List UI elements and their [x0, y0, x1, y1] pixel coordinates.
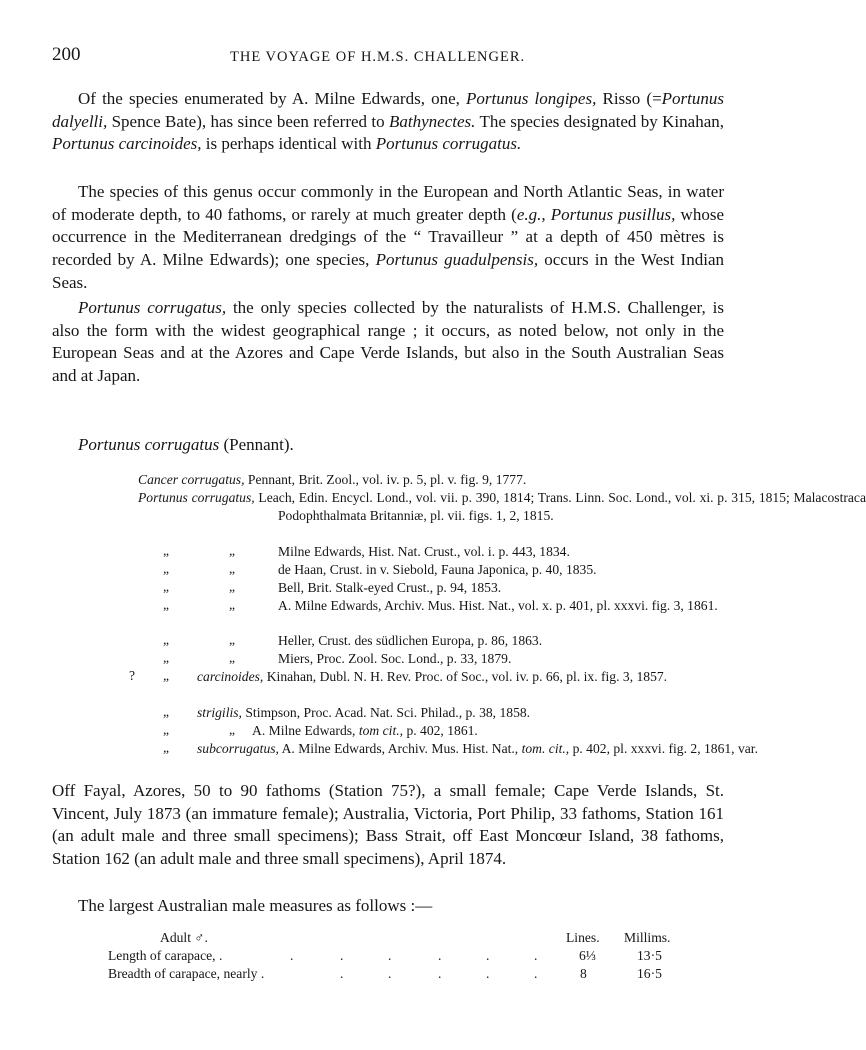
leader-dot: .	[534, 948, 538, 963]
query-mark: ?	[129, 668, 136, 683]
ditto-mark: „	[229, 650, 236, 665]
ditto-mark: „	[229, 597, 236, 612]
ditto-mark: „	[163, 579, 170, 594]
synonym-entry: Bell, Brit. Stalk-eyed Crust., p. 94, 1853.	[278, 580, 502, 595]
synonym-entry: Miers, Proc. Zool. Soc. Lond., p. 33, 1879.	[278, 651, 512, 666]
leader-dot: .	[486, 966, 490, 981]
ditto-mark: „	[163, 704, 170, 719]
measurements-intro: The largest Australian male measures as follows :—	[78, 896, 433, 915]
measurement-lines-value: 6⅓	[579, 948, 596, 963]
measurement-millims-value: 13·5	[637, 948, 662, 963]
leader-dot: .	[486, 948, 490, 963]
species-heading: Portunus corrugatus (Pennant).	[78, 435, 294, 454]
synonym-entry: A. Milne Edwards, Archiv. Mus. Hist. Nat., vol. x. p. 401, pl. xxxvi. fig. 3, 1861.	[278, 598, 718, 613]
ditto-mark: „	[163, 543, 170, 558]
ditto-mark: „	[229, 561, 236, 576]
leader-dot: .	[438, 948, 442, 963]
synonym-entry: de Haan, Crust. in v. Siebold, Fauna Japonica, p. 40, 1835.	[278, 562, 597, 577]
measurement-millims-value: 16·5	[637, 966, 662, 981]
column-header-lines: Lines.	[566, 930, 600, 945]
leader-dot: .	[388, 948, 392, 963]
measurement-row-label: Breadth of carapace, nearly .	[108, 966, 265, 981]
localities-paragraph: Off Fayal, Azores, 50 to 90 fathoms (Station 75?), a small female; Cape Verde Islands, St. Vincent, July 1873 (an immature female); Australia, Victoria, Port Philip, 33 fathoms, Station 161 (an adult male and three small specimens); Bass Strait, off East Moncœur Island, 38 fathoms, Station 162 (an adult male and three small specimens), April 1874.	[52, 781, 724, 869]
ditto-mark: „	[229, 632, 236, 647]
leader-dot: .	[340, 966, 344, 981]
synonym-entry: Heller, Crust. des südlichen Europa, p. 86, 1863.	[278, 633, 543, 648]
measurement-header-label: Adult ♂.	[160, 930, 208, 945]
leader-dot: .	[340, 948, 344, 963]
column-header-millims: Millims.	[624, 930, 671, 945]
ditto-mark: „	[163, 632, 170, 647]
ditto-mark: „	[229, 543, 236, 558]
leader-dot: .	[438, 966, 442, 981]
page-number: 200	[52, 44, 81, 65]
leader-dot: .	[290, 948, 294, 963]
ditto-mark: „	[163, 650, 170, 665]
synonym-entry: Milne Edwards, Hist. Nat. Crust., vol. i. p. 443, 1834.	[278, 544, 570, 559]
measurement-lines-value: 8	[580, 966, 587, 981]
synonym-entry: carcinoides, Kinahan, Dubl. N. H. Rev. Proc. of Soc., vol. iv. p. 66, pl. ix. fig. 3, 1857.	[197, 669, 668, 684]
synonym-entry: Cancer corrugatus, Pennant, Brit. Zool., vol. iv. p. 5, pl. v. fig. 9, 1777.	[138, 472, 527, 487]
leader-dot: .	[388, 966, 392, 981]
running-title: THE VOYAGE OF H.M.S. CHALLENGER.	[230, 49, 526, 65]
synonym-entry: Portunus corrugatus, Leach, Edin. Encycl. Lond., vol. vii. p. 390, 1814; Trans. Linn. Soc. Lond., vol. xi. p. 315, 1815; Malacostraca Podophthalmata Britanniæ, pl. vii. figs. 1, 2, 1815.	[138, 490, 866, 524]
ditto-mark: „	[229, 722, 236, 737]
ditto-mark: „	[163, 561, 170, 576]
ditto-mark: „	[163, 722, 170, 737]
leader-dot: .	[534, 966, 538, 981]
intro-paragraph-1: Of the species enumerated by A. Milne Edwards, one, Portunus longipes, Risso (=Portunus dalyelli, Spence Bate), has since been referred to Bathynectes. The species designated by Kinahan, Portunus carcinoides, is perhaps identical with Portunus corrugatus.	[52, 89, 725, 154]
ditto-mark: „	[163, 740, 170, 755]
intro-paragraph-3: Portunus corrugatus, the only species collected by the naturalists of H.M.S. Challenger, is also the form with the widest geographical range ; it occurs, as noted below, not only in the European Seas and at the Azores and Cape Verde Islands, but also in the South Australian Seas and at Japan.	[52, 298, 724, 386]
synonym-entry: A. Milne Edwards, tom cit., p. 402, 1861.	[252, 723, 478, 738]
synonym-entry: strigilis, Stimpson, Proc. Acad. Nat. Sci. Philad., p. 38, 1858.	[197, 705, 531, 720]
ditto-mark: „	[163, 597, 170, 612]
ditto-mark: „	[229, 579, 236, 594]
synonym-entry: subcorrugatus, A. Milne Edwards, Archiv. Mus. Hist. Nat., tom. cit., p. 402, pl. xxxvi. fig. 2, 1861, var.	[197, 741, 758, 756]
ditto-mark: „	[163, 668, 170, 683]
intro-paragraph-2: The species of this genus occur commonly in the European and North Atlantic Seas, in water of moderate depth, to 40 fathoms, or rarely at much greater depth (e.g., Portunus pusillus, whose occurrence in the Mediterranean dredgings of the “ Travailleur ” at a depth of 450 mètres is recorded by A. Milne Edwards); one species, Portunus guadulpensis, occurs in the West Indian Seas.	[52, 182, 724, 292]
measurement-row-label: Length of carapace, .	[108, 948, 223, 963]
